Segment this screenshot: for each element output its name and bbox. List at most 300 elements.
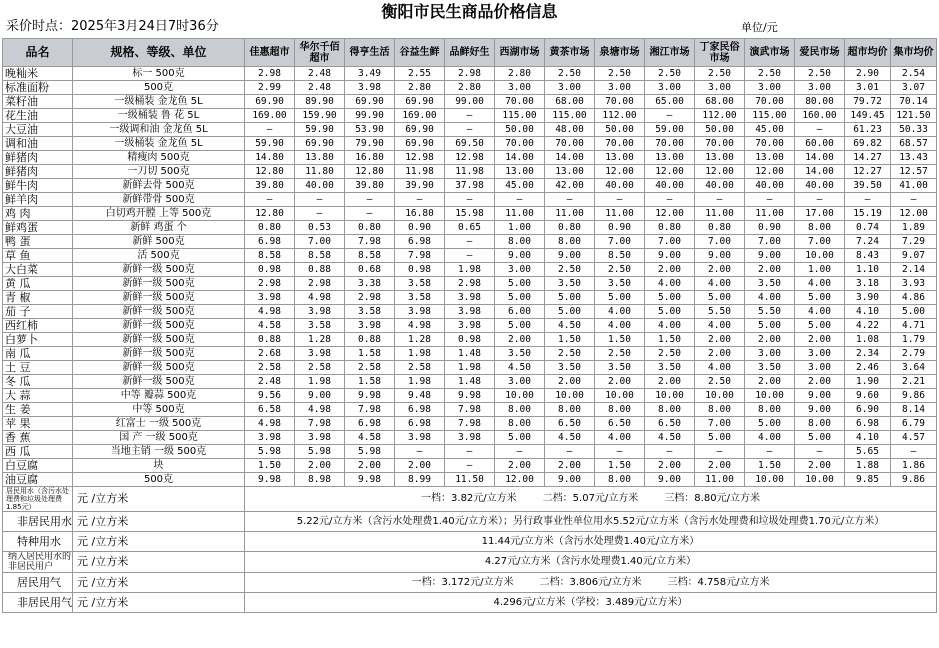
price-cell: 1.98	[295, 375, 345, 389]
price-cell: 9.00	[745, 249, 795, 263]
price-cell: 2.00	[645, 263, 695, 277]
price-cell: 2.98	[245, 67, 295, 81]
price-cell: 5.00	[795, 319, 845, 333]
price-cell: 5.00	[645, 291, 695, 305]
column-header: 丁家民俗市场	[695, 39, 745, 67]
price-cell: 3.50	[745, 277, 795, 291]
price-cell: 68.57	[891, 137, 937, 151]
price-cell: 5.00	[495, 431, 545, 445]
fee-tier: 三档：8.80元/立方米	[664, 493, 760, 504]
price-cell: 3.98	[445, 291, 495, 305]
price-cell: —	[795, 445, 845, 459]
price-cell: 2.50	[645, 67, 695, 81]
price-cell: —	[445, 445, 495, 459]
price-cell: —	[645, 193, 695, 207]
price-cell: 40.00	[695, 179, 745, 193]
product-name: 南 瓜	[3, 347, 73, 361]
price-cell: 7.00	[595, 235, 645, 249]
product-name: 西 瓜	[3, 445, 73, 459]
price-cell: 3.50	[645, 361, 695, 375]
product-spec: 红富士 一级 500克	[73, 417, 245, 431]
product-name: 西红柿	[3, 319, 73, 333]
price-cell: 2.58	[345, 361, 395, 375]
price-cell: 13.00	[645, 151, 695, 165]
product-name: 大豆油	[3, 123, 73, 137]
price-cell: 1.58	[345, 375, 395, 389]
price-cell: 0.98	[245, 263, 295, 277]
table-row	[3, 459, 937, 473]
price-cell: 6.98	[845, 417, 891, 431]
price-cell: 15.19	[845, 207, 891, 221]
price-cell: 4.00	[645, 277, 695, 291]
price-cell: 2.50	[745, 67, 795, 81]
price-cell: 2.50	[545, 67, 595, 81]
table-row	[3, 319, 937, 333]
price-cell: 115.00	[495, 109, 545, 123]
price-cell: 5.00	[545, 305, 595, 319]
price-cell: 12.80	[345, 165, 395, 179]
price-cell: 6.50	[645, 417, 695, 431]
price-cell: 4.86	[891, 291, 937, 305]
price-cell: 12.00	[891, 207, 937, 221]
price-cell: 5.00	[495, 319, 545, 333]
price-cell: 4.00	[595, 431, 645, 445]
product-spec: 一级调和油 金龙鱼 5L	[73, 123, 245, 137]
price-cell: 112.00	[595, 109, 645, 123]
price-cell: 2.00	[745, 333, 795, 347]
price-cell: 3.98	[345, 81, 395, 95]
price-cell: 12.00	[745, 165, 795, 179]
price-cell: 70.14	[891, 95, 937, 109]
product-name: 鸡 肉	[3, 207, 73, 221]
price-cell: 45.00	[495, 179, 545, 193]
price-cell: 9.00	[495, 249, 545, 263]
product-spec: 500克	[73, 473, 245, 487]
price-cell: 4.98	[295, 291, 345, 305]
fee-text: 11.44元/立方米（含污水处理费1.40元/立方米）	[481, 535, 700, 547]
price-cell: 14.00	[795, 151, 845, 165]
price-cell: 8.00	[745, 403, 795, 417]
table-row	[3, 249, 937, 263]
price-cell: 8.58	[295, 249, 345, 263]
product-spec: 新鲜一级 500克	[73, 347, 245, 361]
price-cell: 2.00	[695, 263, 745, 277]
price-cell: 6.00	[495, 305, 545, 319]
price-cell: 12.57	[891, 165, 937, 179]
price-cell: 2.50	[595, 263, 645, 277]
price-cell: 9.86	[891, 389, 937, 403]
price-cell: 3.58	[395, 291, 445, 305]
table-row	[3, 123, 937, 137]
price-cell: 2.98	[345, 291, 395, 305]
page-title: 衡阳市民生商品价格信息	[381, 2, 558, 21]
price-cell: 70.00	[495, 95, 545, 109]
price-cell: 2.55	[395, 67, 445, 81]
price-cell: 2.00	[695, 347, 745, 361]
price-cell: 7.00	[645, 235, 695, 249]
price-cell: 2.00	[795, 333, 845, 347]
product-name: 油豆腐	[3, 473, 73, 487]
fee-value	[245, 532, 937, 552]
table-row	[3, 291, 937, 305]
price-cell: 4.98	[295, 403, 345, 417]
product-spec: 白切鸡开膛 上等 500克	[73, 207, 245, 221]
collection-timestamp: 采价时点：2025年3月24日7时36分	[6, 19, 219, 34]
table-header-row	[3, 39, 937, 67]
product-spec: 新鲜一级 500克	[73, 277, 245, 291]
price-cell: 40.00	[295, 179, 345, 193]
price-cell: 3.58	[395, 277, 445, 291]
price-cell: 0.98	[445, 333, 495, 347]
price-cell: 42.00	[545, 179, 595, 193]
table-row	[3, 277, 937, 291]
price-cell: 2.50	[695, 67, 745, 81]
price-cell: 1.50	[595, 333, 645, 347]
price-cell: 3.98	[245, 291, 295, 305]
product-name: 香 蕉	[3, 431, 73, 445]
price-cell: 69.82	[845, 137, 891, 151]
price-cell: 0.80	[245, 221, 295, 235]
price-cell: 10.00	[545, 389, 595, 403]
price-cell: 2.00	[495, 333, 545, 347]
price-cell: 0.74	[845, 221, 891, 235]
price-cell: 7.98	[395, 249, 445, 263]
price-cell: 0.68	[345, 263, 395, 277]
column-header: 湘江市场	[645, 39, 695, 67]
column-header: 黄茶市场	[545, 39, 595, 67]
product-spec: 新鲜带骨 500克	[73, 193, 245, 207]
price-cell: 2.68	[245, 347, 295, 361]
price-cell: —	[395, 193, 445, 207]
price-cell: 39.50	[845, 179, 891, 193]
price-cell: 59.90	[295, 123, 345, 137]
price-cell: 9.00	[295, 389, 345, 403]
price-cell: 50.33	[891, 123, 937, 137]
price-cell: 6.98	[395, 403, 445, 417]
price-cell: 11.80	[295, 165, 345, 179]
price-cell: 4.00	[695, 277, 745, 291]
price-cell: 1.79	[891, 333, 937, 347]
price-cell: 40.00	[745, 179, 795, 193]
fee-unit: 元 /立方米	[73, 532, 245, 552]
fee-name: 居民用气	[3, 573, 73, 593]
price-cell: 7.98	[445, 403, 495, 417]
price-cell: —	[645, 445, 695, 459]
fee-unit: 元 /立方米	[73, 512, 245, 532]
price-cell: 12.27	[845, 165, 891, 179]
price-cell: 8.00	[595, 403, 645, 417]
product-spec: 新鲜 500克	[73, 235, 245, 249]
price-cell: 3.00	[795, 81, 845, 95]
price-cell: 4.00	[745, 431, 795, 445]
column-header: 集市均价	[891, 39, 937, 67]
price-cell: 169.00	[245, 109, 295, 123]
price-cell: 115.00	[545, 109, 595, 123]
price-cell: 2.58	[295, 361, 345, 375]
price-cell: 115.00	[745, 109, 795, 123]
price-cell: 5.98	[295, 445, 345, 459]
price-cell: —	[495, 193, 545, 207]
price-cell: 0.90	[395, 221, 445, 235]
price-cell: 7.00	[695, 235, 745, 249]
price-cell: 9.98	[345, 473, 395, 487]
price-cell: 1.90	[845, 375, 891, 389]
price-cell: 9.00	[695, 249, 745, 263]
price-cell: 12.00	[495, 473, 545, 487]
price-cell: 9.07	[891, 249, 937, 263]
price-cell: 1.98	[395, 375, 445, 389]
price-cell: —	[545, 193, 595, 207]
price-cell: 11.98	[395, 165, 445, 179]
price-cell: 11.00	[745, 207, 795, 221]
fee-value	[245, 487, 937, 512]
price-cell: 3.49	[345, 67, 395, 81]
price-cell: 3.64	[891, 361, 937, 375]
price-cell: 1.28	[395, 333, 445, 347]
price-cell: 2.00	[345, 459, 395, 473]
price-cell: 3.00	[645, 81, 695, 95]
column-header: 谷益生鲜	[395, 39, 445, 67]
price-cell: —	[745, 445, 795, 459]
price-cell: —	[245, 123, 295, 137]
price-cell: 2.58	[245, 361, 295, 375]
table-row	[3, 333, 937, 347]
product-name: 白豆腐	[3, 459, 73, 473]
product-spec: 新鲜去骨 500克	[73, 179, 245, 193]
price-cell: 13.00	[495, 165, 545, 179]
product-name: 鲜鸡蛋	[3, 221, 73, 235]
price-cell: 2.00	[695, 333, 745, 347]
price-cell: 4.00	[795, 277, 845, 291]
price-cell: 3.90	[845, 291, 891, 305]
price-cell: 16.80	[395, 207, 445, 221]
price-cell: 17.00	[795, 207, 845, 221]
price-cell: 99.00	[445, 95, 495, 109]
price-cell: 6.58	[245, 403, 295, 417]
price-cell: 4.00	[595, 319, 645, 333]
table-row	[3, 305, 937, 319]
price-cell: 10.00	[795, 249, 845, 263]
price-cell: 8.00	[495, 235, 545, 249]
table-row	[3, 473, 937, 487]
price-cell: 11.00	[695, 473, 745, 487]
price-cell: 2.50	[595, 347, 645, 361]
price-cell: 2.79	[891, 347, 937, 361]
table-row	[3, 235, 937, 249]
price-cell: 7.29	[891, 235, 937, 249]
price-cell: 3.00	[695, 81, 745, 95]
table-row	[3, 375, 937, 389]
product-spec: 一级桶装 金龙鱼 5L	[73, 95, 245, 109]
table-row	[3, 431, 937, 445]
price-cell: 3.18	[845, 277, 891, 291]
price-cell: 5.00	[745, 417, 795, 431]
price-cell: 4.00	[595, 305, 645, 319]
fee-value	[245, 573, 937, 593]
price-cell: 4.10	[845, 305, 891, 319]
price-cell: 5.00	[495, 291, 545, 305]
price-cell: —	[845, 193, 891, 207]
price-cell: 1.10	[845, 263, 891, 277]
column-header: 爱民市场	[795, 39, 845, 67]
price-cell: 5.00	[745, 319, 795, 333]
price-cell: 8.00	[795, 417, 845, 431]
price-cell: 2.98	[295, 277, 345, 291]
price-table-body	[3, 67, 937, 487]
price-cell: 8.98	[295, 473, 345, 487]
price-cell: 1.86	[891, 459, 937, 473]
price-cell: 70.00	[745, 95, 795, 109]
price-cell: 68.00	[695, 95, 745, 109]
fee-row	[3, 552, 937, 573]
price-cell: 9.00	[645, 473, 695, 487]
price-cell: 10.00	[795, 473, 845, 487]
price-cell: 70.00	[545, 137, 595, 151]
price-cell: 2.50	[645, 347, 695, 361]
price-cell: 2.54	[891, 67, 937, 81]
price-cell: 11.00	[545, 207, 595, 221]
price-cell: 6.90	[845, 403, 891, 417]
fee-tier: 二档：3.806元/立方米	[539, 576, 642, 588]
price-cell: 1.98	[445, 361, 495, 375]
price-cell: 0.88	[245, 333, 295, 347]
fee-unit: 元 /立方米	[73, 552, 245, 573]
price-cell: 2.00	[795, 375, 845, 389]
price-cell: 70.00	[495, 137, 545, 151]
product-spec: 中等 瓣蒜 500克	[73, 389, 245, 403]
fee-row	[3, 532, 937, 552]
price-cell: 4.98	[245, 305, 295, 319]
price-cell: 40.00	[595, 179, 645, 193]
price-cell: 2.00	[645, 375, 695, 389]
price-cell: 9.98	[445, 389, 495, 403]
price-cell: 9.56	[245, 389, 295, 403]
price-cell: 3.50	[545, 361, 595, 375]
price-cell: 4.58	[345, 431, 395, 445]
price-cell: —	[295, 207, 345, 221]
price-cell: 2.58	[395, 361, 445, 375]
price-cell: 1.50	[245, 459, 295, 473]
price-cell: 69.90	[345, 95, 395, 109]
table-row	[3, 179, 937, 193]
price-cell: 4.00	[745, 291, 795, 305]
price-cell: 10.00	[495, 389, 545, 403]
price-cell: 3.00	[595, 81, 645, 95]
fee-value	[245, 512, 937, 532]
product-name: 鲜猪肉	[3, 151, 73, 165]
price-cell: 39.80	[345, 179, 395, 193]
product-spec: 标一 500克	[73, 67, 245, 81]
price-cell: 2.00	[595, 375, 645, 389]
price-cell: 4.00	[795, 305, 845, 319]
table-row	[3, 263, 937, 277]
price-cell: 6.98	[345, 417, 395, 431]
price-cell: 5.00	[595, 291, 645, 305]
price-cell: 2.98	[445, 277, 495, 291]
price-cell: 70.00	[595, 95, 645, 109]
price-cell: 10.00	[745, 389, 795, 403]
price-cell: 5.00	[545, 291, 595, 305]
product-name: 调和油	[3, 137, 73, 151]
price-cell: 79.90	[345, 137, 395, 151]
price-cell: —	[445, 249, 495, 263]
price-cell: 1.48	[445, 347, 495, 361]
price-cell: 149.45	[845, 109, 891, 123]
price-cell: 1.28	[295, 333, 345, 347]
price-cell: 2.00	[545, 375, 595, 389]
table-row	[3, 403, 937, 417]
price-cell: —	[595, 445, 645, 459]
product-name: 菜籽油	[3, 95, 73, 109]
price-cell: 7.98	[345, 235, 395, 249]
price-cell: 10.00	[745, 473, 795, 487]
product-name: 苹 果	[3, 417, 73, 431]
price-cell: 0.90	[745, 221, 795, 235]
price-cell: 121.50	[891, 109, 937, 123]
price-cell: 7.00	[695, 417, 745, 431]
fee-name: 纳入居民用水的非居民用户	[3, 552, 73, 573]
table-row	[3, 389, 937, 403]
fee-row	[3, 573, 937, 593]
table-row	[3, 165, 937, 179]
product-spec: 一级桶装 金龙鱼 5L	[73, 137, 245, 151]
product-name: 大 蒜	[3, 389, 73, 403]
price-cell: 0.88	[295, 263, 345, 277]
price-cell: 3.98	[395, 431, 445, 445]
product-name: 土 豆	[3, 361, 73, 375]
price-cell: 1.88	[845, 459, 891, 473]
price-cell: 3.98	[295, 431, 345, 445]
price-cell: 14.00	[795, 165, 845, 179]
price-cell: 7.98	[295, 417, 345, 431]
price-cell: 50.00	[595, 123, 645, 137]
price-cell: 12.00	[645, 165, 695, 179]
price-cell: —	[695, 193, 745, 207]
fee-tier: 三档：4.758元/立方米	[667, 576, 770, 588]
product-name: 冬 瓜	[3, 375, 73, 389]
price-cell: 5.00	[795, 431, 845, 445]
price-cell: —	[395, 445, 445, 459]
price-cell: 8.14	[891, 403, 937, 417]
price-cell: 2.48	[295, 81, 345, 95]
price-cell: 8.00	[595, 473, 645, 487]
price-cell: 2.14	[891, 263, 937, 277]
price-cell: 159.90	[295, 109, 345, 123]
price-cell: 69.90	[245, 95, 295, 109]
price-cell: 0.80	[695, 221, 745, 235]
price-cell: 2.00	[695, 459, 745, 473]
product-spec: 一刀切 500克	[73, 165, 245, 179]
product-name: 鲜猪肉	[3, 165, 73, 179]
price-cell: 1.00	[495, 221, 545, 235]
price-cell: 4.58	[245, 319, 295, 333]
price-cell: —	[245, 193, 295, 207]
fee-tier: 一档：3.172元/立方米	[411, 576, 514, 588]
price-cell: 3.00	[495, 81, 545, 95]
price-cell: 1.50	[595, 459, 645, 473]
price-cell: 0.88	[345, 333, 395, 347]
price-cell: 5.00	[695, 431, 745, 445]
column-header: 华尔千佰超市	[295, 39, 345, 67]
price-cell: 2.98	[445, 67, 495, 81]
price-cell: 5.00	[645, 305, 695, 319]
fee-tier: 二档：5.07元/立方米	[542, 493, 639, 504]
column-header: 规格、等级、单位	[73, 39, 245, 67]
price-cell: 8.00	[495, 403, 545, 417]
price-cell: 40.00	[645, 179, 695, 193]
price-cell: 9.00	[795, 389, 845, 403]
price-cell: 0.53	[295, 221, 345, 235]
